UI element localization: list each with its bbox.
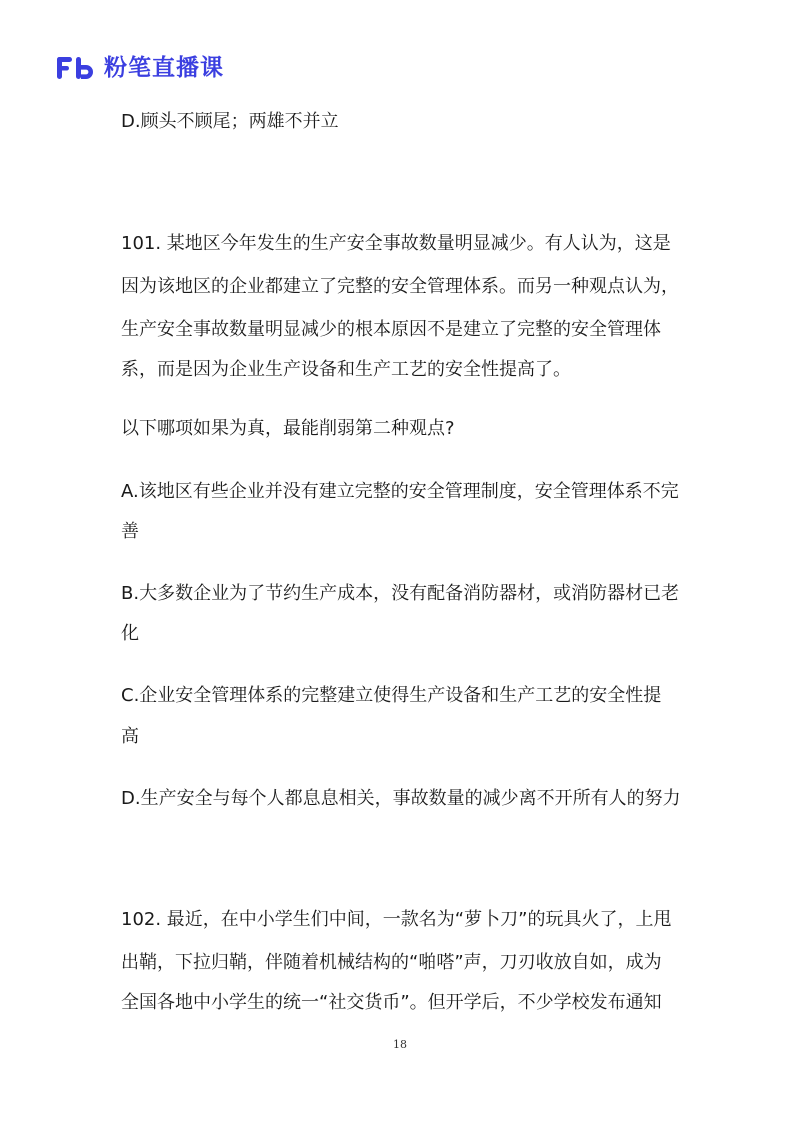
fenbi-logo-icon bbox=[56, 55, 96, 81]
q101-question: 以下哪项如果为真，最能削弱第二种观点? bbox=[121, 418, 455, 439]
q101-option-c-line-1: C.企业安全管理体系的完整建立使得生产设备和生产工艺的安全性提 bbox=[121, 685, 662, 706]
brand-name: 粉笔直播课 bbox=[104, 55, 224, 81]
q102-stem-line-1: 102. 最近，在中小学生们中间，一款名为“萝卜刀”的玩具火了，上甩 bbox=[121, 909, 672, 930]
q101-stem-line-3: 生产安全事故数量明显减少的根本原因不是建立了完整的安全管理体 bbox=[121, 319, 661, 340]
q101-option-a-line-2: 善 bbox=[121, 521, 139, 542]
q101-option-a-line-1: A.该地区有些企业并没有建立完整的安全管理制度，安全管理体系不完 bbox=[121, 481, 679, 502]
q102-stem-line-3: 全国各地中小学生的统一“社交货币”。但开学后，不少学校发布通知 bbox=[121, 992, 662, 1013]
q102-stem-line-2: 出鞘，下拉归鞘，伴随着机械结构的“啪嗒”声，刀刃收放自如，成为 bbox=[121, 952, 662, 973]
q101-stem-line-2: 因为该地区的企业都建立了完整的安全管理体系。而另一种观点认为， bbox=[121, 276, 679, 297]
q101-stem-line-1: 101. 某地区今年发生的生产安全事故数量明显减少。有人认为，这是 bbox=[121, 233, 671, 254]
header bbox=[56, 52, 224, 84]
q101-option-b-line-2: 化 bbox=[121, 623, 139, 644]
q101-stem-line-4: 系，而是因为企业生产设备和生产工艺的安全性提高了。 bbox=[121, 359, 571, 380]
q101-option-d: D.生产安全与每个人都息息相关，事故数量的减少离不开所有人的努力 bbox=[121, 788, 681, 809]
prev-question-option-d: D.顾头不顾尾；两雄不并立 bbox=[121, 111, 339, 132]
page-number: 18 bbox=[393, 1038, 407, 1051]
q101-option-b-line-1: B.大多数企业为了节约生产成本，没有配备消防器材，或消防器材已老 bbox=[121, 583, 680, 604]
q101-option-c-line-2: 高 bbox=[121, 726, 139, 747]
